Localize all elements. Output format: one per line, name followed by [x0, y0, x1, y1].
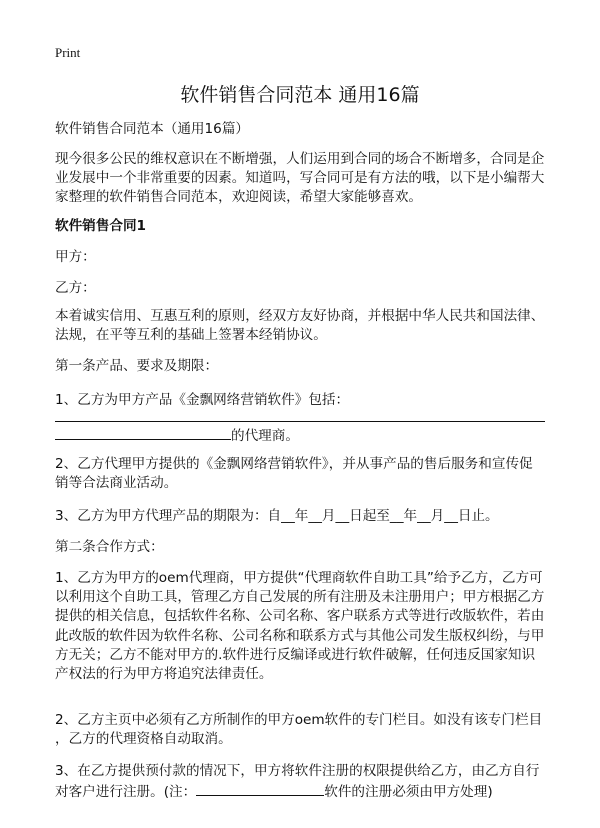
text-line: 本着诚实信用、互惠互利的原则，经双方友好协商，并根据中华人民共和国法律、 [55, 308, 545, 324]
section-heading: 软件销售合同1 [55, 218, 147, 234]
item3-suffix: 软件的注册必须由甲方处理) [324, 784, 493, 801]
article2-item1 [55, 569, 544, 684]
text-line: 提供的相关信息，包括软件名称、公司名称、客户联系方式等进行改版软件，若由 [55, 608, 545, 625]
article1-item3: 3、乙方为甲方代理产品的期限为：自__年__月__日起至__年__月__日止。 [55, 508, 499, 524]
item1-suffix: 的代理商。 [231, 428, 299, 444]
document-subtitle: 软件销售合同范本（通用16篇） [55, 121, 250, 137]
article1-item1-cont [55, 425, 299, 446]
text-line: 以利用这个自助工具，管理乙方自己发展的所有注册及未注册用户；甲方根据乙方 [55, 589, 545, 606]
blank-line [55, 421, 545, 422]
text-line: 方无关；乙方不能对甲方的.软件进行反编译或进行软件破解，任何违反国家知识 [55, 646, 536, 663]
preamble-paragraph [55, 307, 544, 345]
document-title: 软件销售合同范本 通用16篇 [180, 84, 420, 106]
intro-paragraph [55, 150, 544, 208]
text-line: ，乙方的代理资格自动取消。 [55, 731, 232, 748]
article1-heading: 第一条产品、要求及期限： [55, 358, 219, 374]
text-line: 产权法的行为甲方将追究法律责任。 [55, 666, 273, 683]
blank-field [196, 781, 324, 796]
item3-prefix: 对客户进行注册。(注： [55, 784, 197, 801]
text-line: 法规，在平等互利的基础上签署本经销协议。 [55, 327, 327, 344]
text-line: 销等合法商业活动。 [55, 475, 178, 492]
article2-heading: 第二条合作方式： [55, 539, 164, 555]
print-label: Print [55, 45, 81, 60]
party-a-label: 甲方： [55, 249, 96, 265]
text-line: 此改版的软件因为软件名称、公司名称和联系方式与其他公司发生版权纠纷，与甲 [55, 627, 545, 644]
article2-item2 [55, 711, 542, 749]
text-line: 2、乙方主页中必须有乙方所制作的甲方oem软件的专门栏目。如没有该专门栏目 [55, 712, 543, 728]
blank-field [55, 425, 231, 440]
article2-item3 [55, 762, 539, 802]
article1-item2 [55, 455, 533, 493]
text-line: 家整理的软件销售合同范本，欢迎阅读，希望大家能够喜欢。 [55, 189, 423, 206]
item3-line1: 3、在乙方提供预付款的情况下，甲方将软件注册的权限提供给乙方，由乙方自行 [55, 763, 540, 779]
text-line: 1、乙方为甲方的oem代理商，甲方提供“代理商软件自助工具”给予乙方，乙方可 [55, 570, 543, 586]
text-line: 业发展中一个非常重要的因素。知道吗，写合同可是有方法的哦，以下是小编帮大 [55, 170, 545, 187]
article1-item1: 1、乙方为甲方产品《金飘网络营销软件》包括： [55, 392, 350, 408]
text-line: 2、乙方代理甲方提供的《金飘网络营销软件》，并从事产品的售后服务和宣传促 [55, 456, 533, 472]
party-b-label: 乙方： [55, 280, 96, 296]
text-line: 现今很多公民的维权意识在不断增强，人们运用到合同的场合不断增多，合同是企 [55, 151, 545, 167]
